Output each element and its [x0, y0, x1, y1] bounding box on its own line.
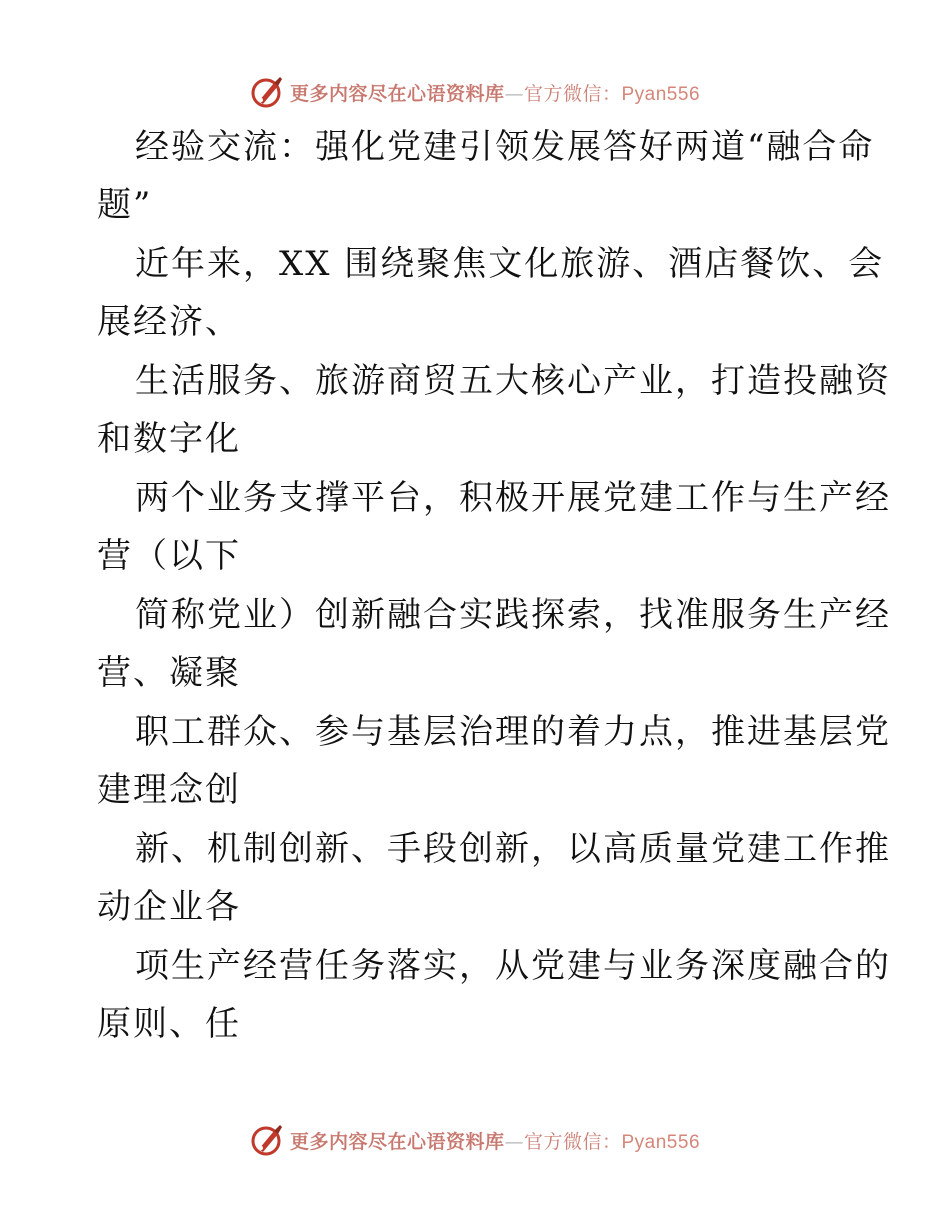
watermark-wechat-label: 官方微信：: [523, 82, 622, 105]
text-line: 经验交流：强化党建引领发展答好两道“融合命: [135, 127, 875, 167]
watermark-separator: —: [504, 1130, 524, 1153]
watermark-separator: —: [504, 82, 524, 105]
text-line: 原则、任: [97, 1004, 241, 1044]
footer-watermark: [0, 1120, 950, 1160]
pen-logo-icon: [250, 75, 284, 109]
text-line: 生活服务、旅游商贸五大核心产业，打造投融资: [135, 361, 891, 401]
text-line: 新、机制创新、手段创新，以高质量党建工作推: [135, 829, 891, 869]
text-line: 和数字化: [97, 419, 241, 459]
text-line: 职工群众、参与基层治理的着力点，推进基层党: [135, 712, 891, 752]
text-line: 两个业务支撑平台，积极开展党建工作与生产经: [135, 478, 891, 518]
pen-logo-icon: [250, 1123, 284, 1157]
watermark-brand: 更多内容尽在心语资料库: [289, 1130, 505, 1153]
text-line: 建理念创: [97, 770, 241, 810]
text-line: 题”: [97, 185, 153, 225]
text-line: 营、凝聚: [97, 653, 241, 693]
watermark-wechat-id: Pyan556: [621, 1131, 701, 1153]
watermark-brand: 更多内容尽在心语资料库: [289, 82, 505, 105]
header-watermark: [0, 72, 950, 112]
text-line: 营（以下: [97, 536, 241, 576]
text-line: 项生产经营任务落实，从党建与业务深度融合的: [135, 946, 891, 986]
text-line: 展经济、: [97, 302, 241, 342]
text-line: 近年来，XX 围绕聚焦文化旅游、酒店餐饮、会: [135, 244, 885, 284]
watermark-wechat-label: 官方微信：: [523, 1130, 622, 1153]
text-line: 简称党业）创新融合实践探索，找准服务生产经: [135, 595, 891, 635]
text-line: 动企业各: [97, 887, 241, 927]
watermark-wechat-id: Pyan556: [621, 83, 701, 105]
